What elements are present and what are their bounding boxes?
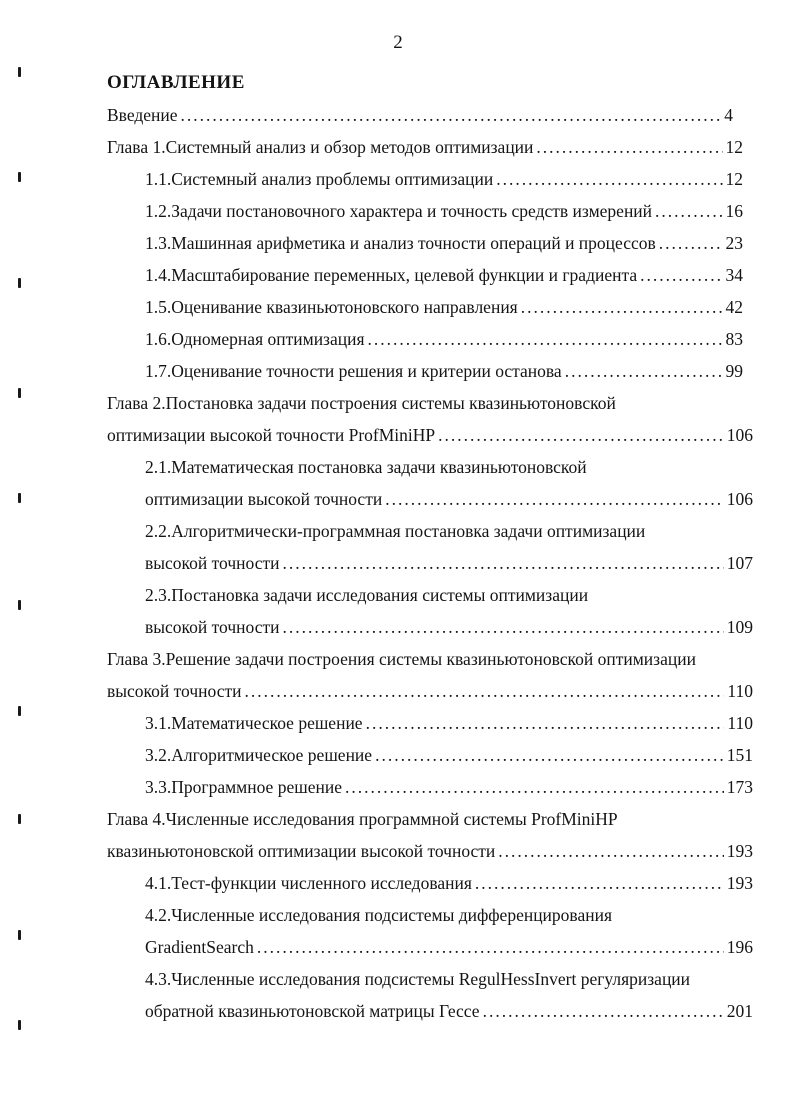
- toc-entry-text: оптимизации высокой точности: [145, 489, 383, 509]
- toc-entry: [107, 840, 753, 862]
- toc-leader: [565, 360, 723, 382]
- toc-entry: [145, 616, 753, 638]
- margin-mark: [18, 706, 21, 716]
- toc-entry-text: квазиньютоновской оптимизации высокой точности: [107, 841, 496, 861]
- toc-entry: [145, 232, 743, 254]
- toc-leader: [366, 712, 725, 734]
- toc-leader: [257, 936, 724, 958]
- toc-leader: [640, 264, 722, 286]
- toc-entry: [145, 264, 743, 286]
- toc-entry-page: 193: [726, 841, 753, 861]
- toc-leader: [181, 104, 722, 126]
- toc-entry: [145, 552, 753, 574]
- toc-leader: [385, 488, 724, 510]
- toc-entry-text: Глава 2.Постановка задачи построения системы квазиньютоновской: [107, 393, 616, 413]
- toc-entry-text: 4.1.Тест-функции численного исследования: [145, 873, 472, 893]
- toc-entry-page: 110: [727, 713, 753, 733]
- margin-mark: [18, 493, 21, 503]
- page-number: 2: [393, 32, 403, 53]
- toc-entry-page: 42: [725, 297, 743, 317]
- toc-leader: [245, 680, 725, 702]
- toc-entry: [107, 104, 733, 126]
- toc-entry-page: 4: [724, 105, 733, 125]
- toc-entry: [145, 488, 753, 510]
- toc-entry-text: 1.2.Задачи постановочного характера и точность средств измерений: [145, 201, 653, 221]
- toc-entry-text: 1.5.Оценивание квазиньютоновского направления: [145, 297, 518, 317]
- toc-leader: [521, 296, 723, 318]
- margin-mark: [18, 1020, 21, 1030]
- toc-entry-page: 106: [726, 489, 753, 509]
- toc-entry-text: 1.3.Машинная арифметика и анализ точности операций и процессов: [145, 233, 656, 253]
- toc-entry-text: 1.7.Оценивание точности решения и критерии останова: [145, 361, 562, 381]
- toc-entry-page: 12: [725, 169, 743, 189]
- toc-leader: [496, 168, 722, 190]
- toc-entry-text: 1.4.Масштабирование переменных, целевой функции и градиента: [145, 265, 638, 285]
- toc-entry-text: 3.2.Алгоритмическое решение: [145, 745, 373, 765]
- toc-entry-page: 196: [726, 937, 753, 957]
- toc-entry-page: 173: [726, 777, 753, 797]
- margin-mark: [18, 930, 21, 940]
- toc-entry-text: 3.3.Программное решение: [145, 777, 342, 797]
- toc-entry-text: оптимизации высокой точности ProfMiniHP: [107, 425, 436, 445]
- toc-entry: [145, 1000, 753, 1022]
- margin-mark: [18, 600, 21, 610]
- toc-entry: [145, 936, 753, 958]
- toc-entry-page: 107: [726, 553, 753, 573]
- toc-entry: [107, 680, 753, 702]
- toc-entry: [145, 328, 743, 350]
- margin-mark: [18, 67, 21, 77]
- toc-entry-text: обратной квазиньютоновской матрицы Гессе: [145, 1001, 480, 1021]
- toc-entry-page: 99: [725, 361, 743, 381]
- toc-entry: [145, 872, 753, 894]
- toc-entry-page: 12: [725, 137, 743, 157]
- toc-leader: [483, 1000, 724, 1022]
- toc-entry-text: высокой точности: [145, 617, 280, 637]
- toc-entry: [107, 136, 743, 158]
- toc-leader: [536, 136, 722, 158]
- toc-entry-text: высокой точности: [145, 553, 280, 573]
- toc-entry: [107, 424, 753, 446]
- toc-leader: [475, 872, 724, 894]
- toc-entry-text: 2.1.Математическая постановка задачи квазиньютоновской: [145, 457, 587, 477]
- toc-entry-text: 1.6.Одномерная оптимизация: [145, 329, 365, 349]
- toc-entry-page: 83: [725, 329, 743, 349]
- toc-leader: [375, 744, 724, 766]
- toc-entry-text: высокой точности: [107, 681, 242, 701]
- toc-leader: [283, 552, 724, 574]
- toc-entry-page: 193: [726, 873, 753, 893]
- toc-entry-text: Глава 1.Системный анализ и обзор методов оптимизации: [107, 137, 534, 157]
- toc-entry-text: Введение: [107, 105, 178, 125]
- toc-leader: [283, 616, 724, 638]
- toc-entry-text: GradientSearch: [145, 937, 254, 957]
- toc-entry-text: 1.1.Системный анализ проблемы оптимизации: [145, 169, 494, 189]
- toc-entry-page: 23: [725, 233, 743, 253]
- toc-entry: [145, 168, 743, 190]
- toc-leader: [498, 840, 723, 862]
- toc-entry: [145, 296, 743, 318]
- toc-entry-page: 151: [726, 745, 753, 765]
- toc-entry: [145, 712, 753, 734]
- toc-entry: [145, 200, 743, 222]
- toc-leader: [368, 328, 723, 350]
- toc-leader: [655, 200, 722, 222]
- toc-leader: [659, 232, 723, 254]
- margin-mark: [18, 172, 21, 182]
- toc-leader: [345, 776, 724, 798]
- toc-entry-page: 16: [725, 201, 743, 221]
- toc-entry: [145, 776, 753, 798]
- margin-mark: [18, 814, 21, 824]
- toc-entry-page: 34: [725, 265, 743, 285]
- toc-entry-text: 3.1.Математическое решение: [145, 713, 363, 733]
- toc-entry-page: 201: [726, 1001, 753, 1021]
- margin-mark: [18, 388, 21, 398]
- toc-entry-text: 2.3.Постановка задачи исследования системы оптимизации: [145, 585, 589, 605]
- margin-mark: [18, 278, 21, 288]
- toc-entry-text: 2.2.Алгоритмически-программная постановка задачи оптимизации: [145, 521, 646, 541]
- toc-entry-page: 110: [727, 681, 753, 701]
- toc-entry-text: 4.3.Численные исследования подсистемы RegulHessInvert регуляризации: [145, 969, 691, 989]
- toc-entry-text: Глава 3.Решение задачи построения системы квазиньютоновской оптимизации: [107, 649, 696, 669]
- toc-title: ОГЛАВЛЕНИЕ: [107, 72, 245, 93]
- toc-entry: [145, 360, 743, 382]
- toc-entry: [145, 744, 753, 766]
- toc-entry-text: 4.2.Численные исследования подсистемы дифференцирования: [145, 905, 613, 925]
- toc-entry-page: 106: [726, 425, 753, 445]
- toc-entry-page: 109: [726, 617, 753, 637]
- toc-entry-text: Глава 4.Численные исследования программной системы ProfMiniHP: [107, 809, 618, 829]
- toc-leader: [438, 424, 724, 446]
